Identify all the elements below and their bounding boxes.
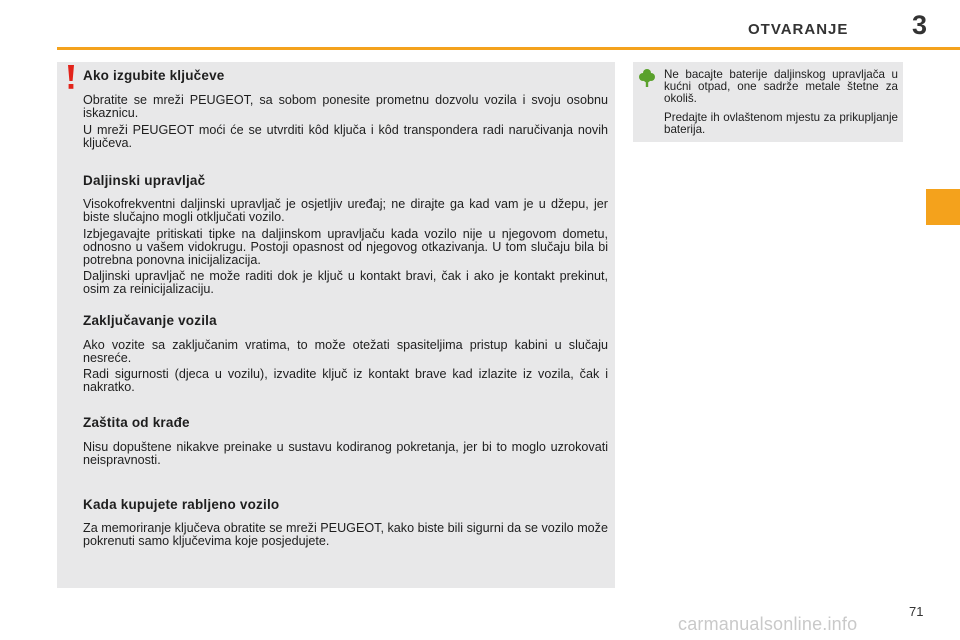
section-title-theft-protection: Zaštita od krađe bbox=[83, 415, 190, 430]
section-paragraph: Ako vozite sa zaključanim vratima, to može otežati spasiteljima pristup kabini u slučaju nesreće. bbox=[83, 338, 608, 366]
section-paragraph: Obratite se mreži PEUGEOT, sa sobom ponesite prometnu dozvolu vozila i svoju osobnu iskaznicu. bbox=[83, 93, 608, 121]
section-paragraph: U mreži PEUGEOT moći će se utvrditi kôd ključa i kôd transpondera radi naručivanja novih ključeva. bbox=[83, 123, 608, 151]
section-paragraph: Izbjegavajte pritiskati tipke na daljinskom upravljaču kada vozilo nije u njegovom dometu, odnosno u vašem vidokrugu. Postoji opasnost od njegovog otkazivanja. U tom slučaju bila bi potrebna ponovna inicijalizacija. bbox=[83, 227, 608, 268]
chapter-side-tab bbox=[926, 189, 960, 225]
section-paragraph: Nisu dopuštene nikakve preinake u sustavu kodiranog pokretanja, jer bi to moglo uzrokovati neispravnosti. bbox=[83, 440, 608, 468]
chapter-number: 3 bbox=[912, 10, 928, 40]
section-title-locking: Zaključavanje vozila bbox=[83, 313, 217, 328]
section-paragraph: Za memoriranje ključeva obratite se mreži PEUGEOT, kako biste bili sigurni da se vozilo može pokrenuti samo ključevima koje posjedujete. bbox=[83, 521, 608, 549]
section-title-used-vehicle: Kada kupujete rabljeno vozilo bbox=[83, 497, 280, 512]
tree-icon bbox=[639, 68, 655, 88]
chapter-title: OTVARANJE bbox=[748, 21, 849, 38]
section-title-remote-control: Daljinski upravljač bbox=[83, 173, 206, 188]
section-title-lost-keys: Ako izgubite ključeve bbox=[83, 68, 225, 83]
section-paragraph: Radi sigurnosti (djeca u vozilu), izvadite ključ iz kontakt brave kad izlazite iz vozila, čak i nakratko. bbox=[83, 367, 608, 395]
page-number: 71 bbox=[909, 604, 924, 619]
section-paragraph: Visokofrekventni daljinski upravljač je osjetljiv uređaj; ne dirajte ga kad vam je u džepu, jer biste slučajno mogli otključati vozilo. bbox=[83, 197, 608, 225]
watermark: carmanualsonline.info bbox=[678, 614, 858, 634]
header-rule bbox=[57, 47, 960, 50]
exclamation-icon bbox=[66, 64, 76, 90]
eco-paragraph: Ne bacajte baterije daljinskog upravljača u kućni otpad, one sadrže metale štetne za okoliš. bbox=[664, 68, 898, 106]
section-paragraph: Daljinski upravljač ne može raditi dok je ključ u kontakt bravi, čak i ako je kontakt prekinut, osim za reinicijalizaciju. bbox=[83, 269, 608, 297]
eco-paragraph: Predajte ih ovlaštenom mjestu za prikupljanje baterija. bbox=[664, 111, 898, 137]
